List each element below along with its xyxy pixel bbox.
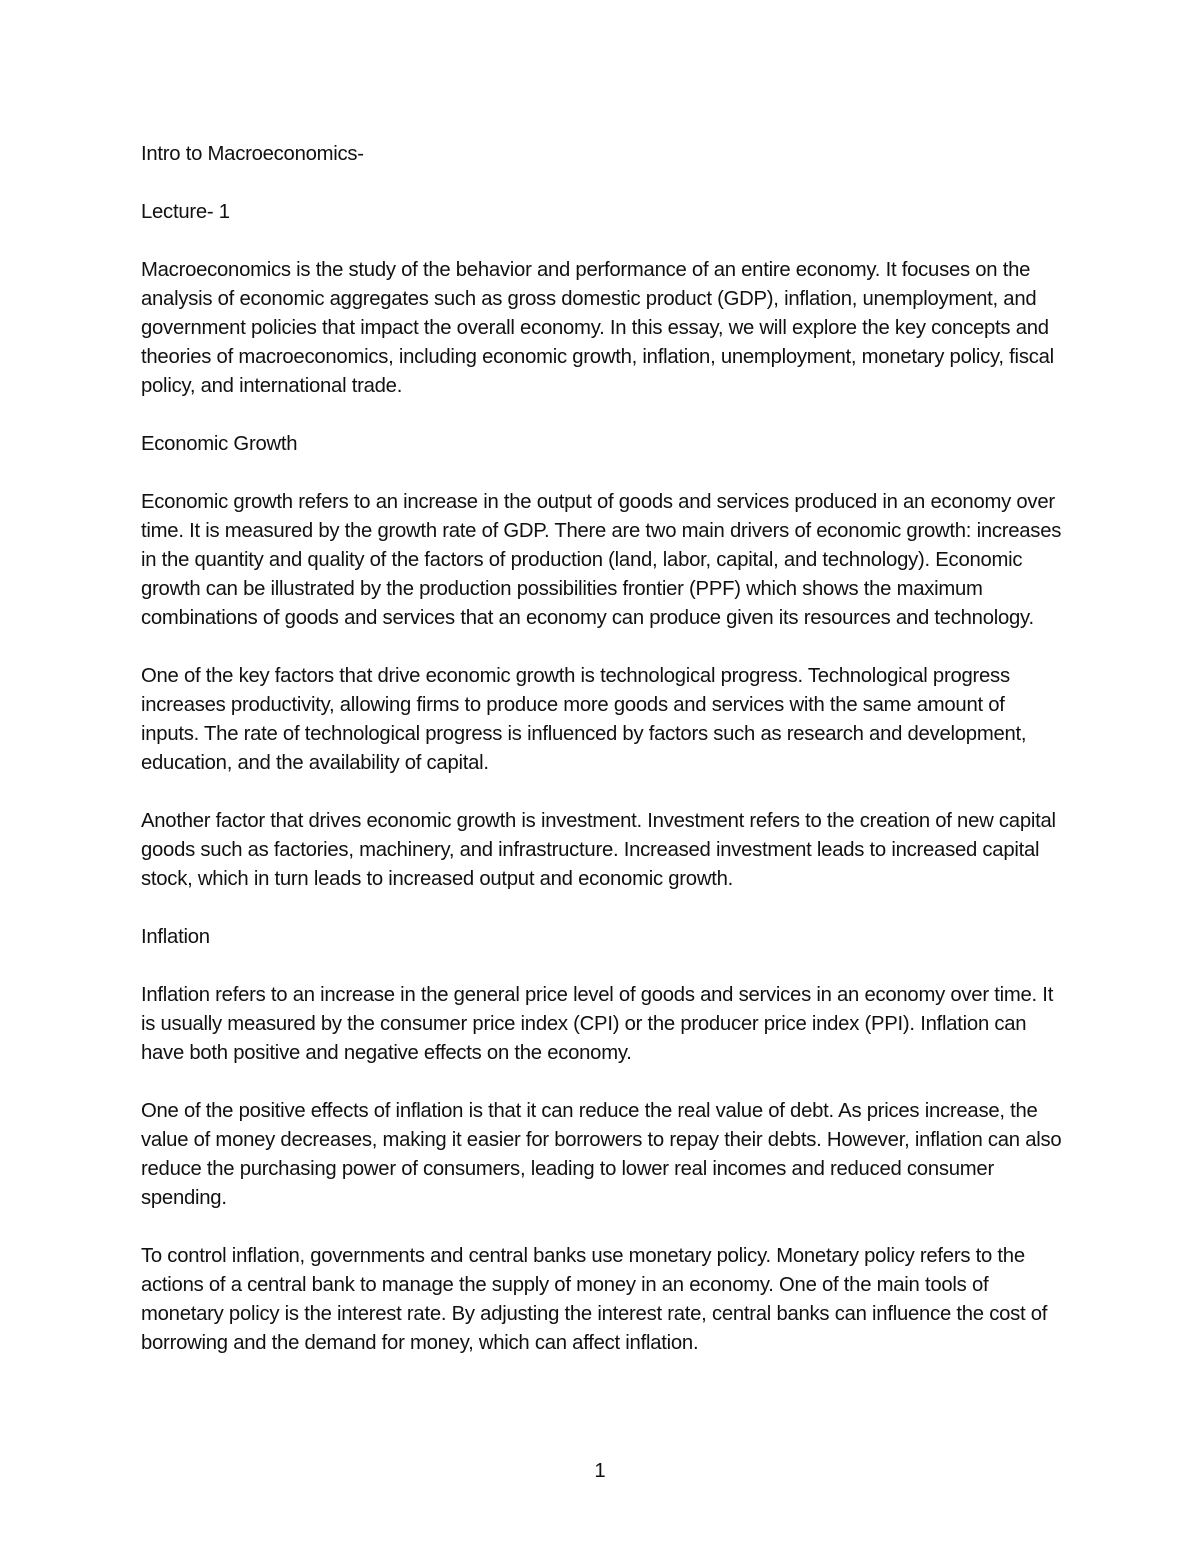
paragraph: Another factor that drives economic growth is investment. Investment refers to the creation of new capital goods such as factories, machinery, and infrastructure. Increased investment leads to increased capital stock, which in turn leads to increased output and economic growth. bbox=[141, 810, 1056, 890]
paragraph: Economic growth refers to an increase in the output of goods and services produced in an economy over time. It is measured by the growth rate of GDP. There are two main drivers of economic growth: increases in the quantity and quality of the factors of production (land, labor, capital, and technology). Economic growth can be illustrated by the production possibilities frontier (PPF) which shows the maximum combinations of goods and services that an economy can produce given its resources and technology. bbox=[141, 491, 1062, 629]
document-title: Intro to Macroeconomics- bbox=[141, 143, 364, 165]
document-body bbox=[141, 140, 1066, 1387]
section-heading: Economic Growth bbox=[141, 433, 298, 455]
paragraph: To control inflation, governments and central banks use monetary policy. Monetary policy refers to the actions of a central bank to manage the supply of money in an economy. One of the main tools of monetary policy is the interest rate. By adjusting the interest rate, central banks can influence the cost of borrowing and the demand for money, which can affect inflation. bbox=[141, 1245, 1048, 1354]
section-heading: Inflation bbox=[141, 926, 210, 948]
page-number: 1 bbox=[594, 1460, 606, 1482]
section-inflation bbox=[141, 923, 1066, 1358]
title-block bbox=[141, 140, 1066, 227]
paragraph: Inflation refers to an increase in the general price level of goods and services in an economy over time. It is usually measured by the consumer price index (CPI) or the producer price index (PPI). Inflation can have both positive and negative effects on the economy. bbox=[141, 984, 1054, 1064]
paragraph: One of the key factors that drive economic growth is technological progress. Technological progress increases productivity, allowing firms to produce more goods and services with the same amount of inputs. The rate of technological progress is influenced by factors such as research and development, education, and the availability of capital. bbox=[141, 665, 1027, 774]
paragraph: One of the positive effects of inflation is that it can reduce the real value of debt. As prices increase, the value of money decreases, making it easier for borrowers to repay their debts. However, inflation can also reduce the purchasing power of consumers, leading to lower real incomes and reduced consumer spending. bbox=[141, 1100, 1062, 1209]
intro-paragraph: Macroeconomics is the study of the behavior and performance of an entire economy. It focuses on the analysis of economic aggregates such as gross domestic product (GDP), inflation, unemployment, and government policies that impact the overall economy. In this essay, we will explore the key concepts and theories of macroeconomics, including economic growth, inflation, unemployment, monetary policy, fiscal policy, and international trade. bbox=[141, 259, 1054, 397]
lecture-label: Lecture- 1 bbox=[141, 201, 230, 223]
section-economic-growth bbox=[141, 430, 1066, 894]
